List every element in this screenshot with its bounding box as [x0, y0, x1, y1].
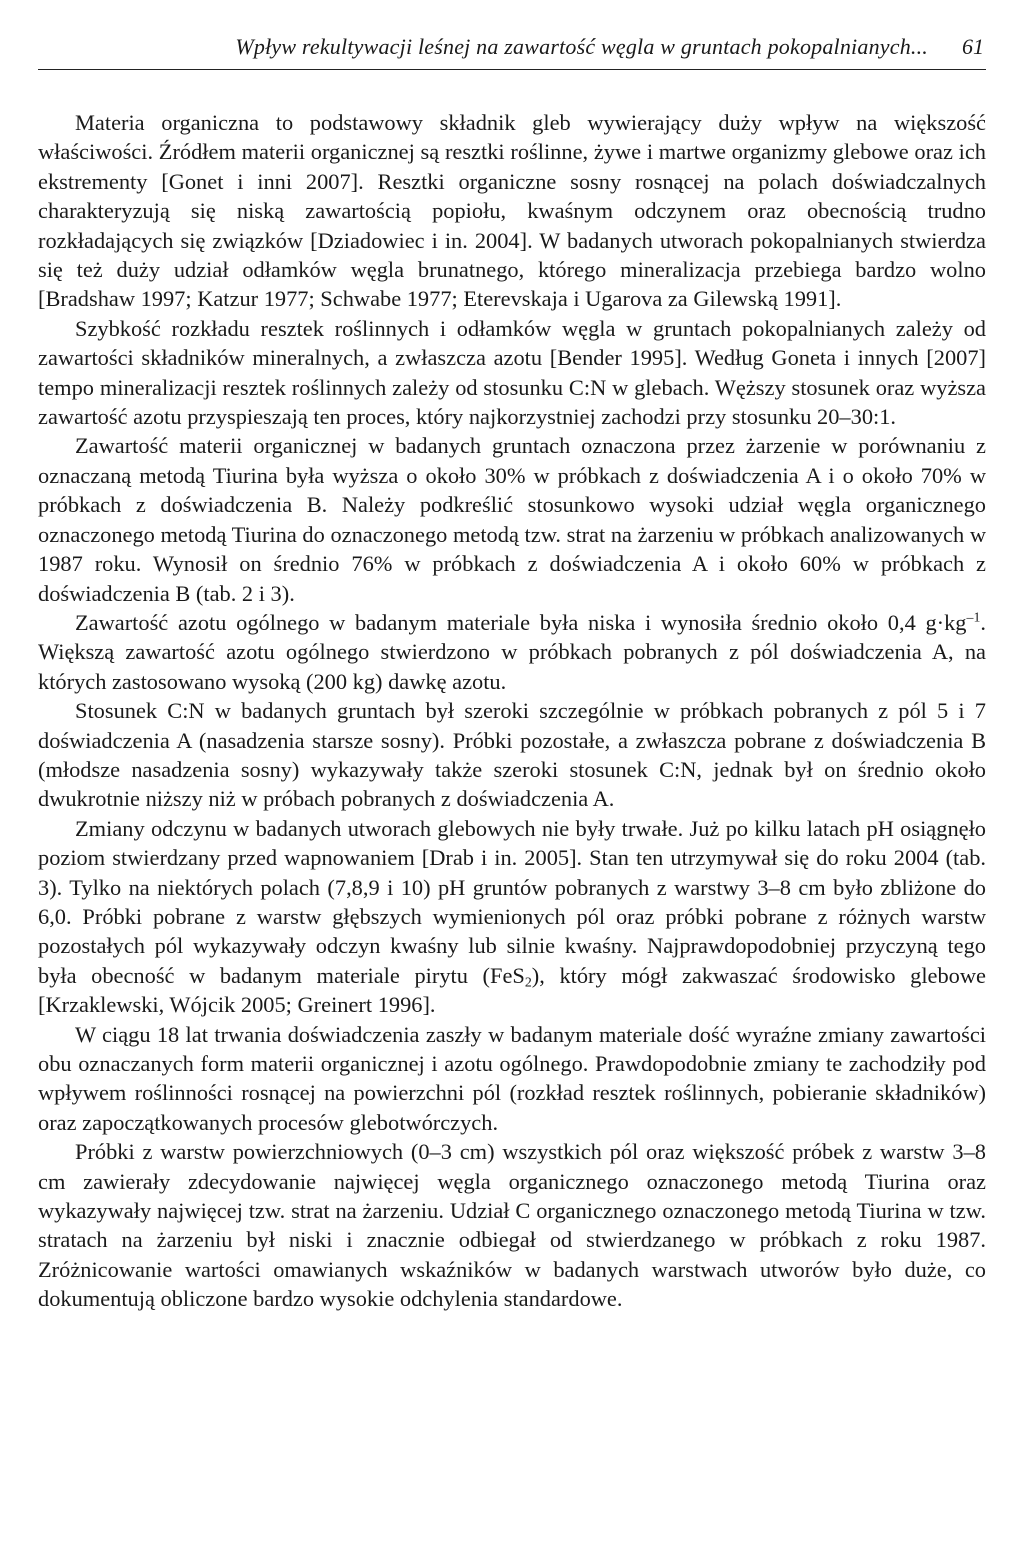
paragraph: Materia organiczna to podstawowy składnik gleb wywierający duży wpływ na większość właściwości. Źródłem materii organicznej są resztki roślinne, żywe i martwe organizmy glebowe oraz ich ekstrementy [Gonet i inni 2007]. Resztki organiczne sosny rosnącej na polach doświadczalnych charakteryzują się niską zawartością popiołu, kwaśnym odczynem oraz obecnością trudno rozkładających się związków [Dziadowiec i in. 2004]. W badanych utworach pokopalnianych stwierdza się też duży udział odłamków węgla brunatnego, którego mineralizacja przebiega bardzo wolno [Bradshaw 1997; Katzur 1977; Schwabe 1977; Eterevskaja i Ugarova za Gilewską 1991]. [38, 110, 986, 312]
paragraph: Szybkość rozkładu resztek roślinnych i odłamków węgla w gruntach pokopalnianych zależy od zawartości składników mineralnych, a zwłaszcza azotu [Bender 1995]. Według Goneta i innych [2007] tempo mineralizacji resztek roślinnych zależy od stosunku C:N w glebach. Węższy stosunek oraz wyższa zawartość azotu przyspieszają ten proces, który najkorzystniej zachodzi przy stosunku 20–30:1. [38, 315, 986, 430]
running-header [38, 30, 986, 70]
paragraph: Zawartość materii organicznej w badanych gruntach oznaczona przez żarzenie w porównaniu z oznaczaną metodą Tiurina była wyższa o około 30% w próbkach z doświadczenia A i o około 70% w próbkach z doświadczenia B. Należy podkreślić stosunkowo wysoki udział węgla organicznego oznaczonego metodą Tiurina do oznaczonego metodą tzw. strat na żarzeniu w próbkach analizowanych w 1987 roku. Wynosił on średnio 76% w próbkach z doświadczenia A i około 60% w próbkach z doświadczenia B (tab. 2 i 3). [38, 433, 986, 606]
page-number: 61 [962, 34, 984, 59]
paragraph-text: Zmiany odczynu w badanych utworach glebowych nie były trwałe. Już po kilku latach pH osiągnęło poziom stwierdzany przed wapnowaniem [Drab i in. 2005]. Stan ten utrzymywał się do roku 2004 (tab. 3). Tylko na niektórych polach (7,8,9 i 10) pH gruntów pobranych z warstwy 3–8 cm było zbliżone do 6,0. Próbki pobrane z warstw głębszych wymienionych pól oraz próbki pobrane z różnych warstw pozostałych pól wykazywały odczyn kwaśny lub silnie kwaśny. Najprawdopodobniej przyczyną tego była obecność w badanym materiale pirytu (FeS [38, 815, 986, 988]
document-page [38, 0, 986, 1553]
paragraph [38, 608, 986, 696]
body-text [38, 108, 986, 1314]
paragraph-text: . Większą zawartość azotu ogólnego stwierdzono w próbkach pobranych z pól doświadczenia A, na których zastosowano wysoką (200 kg) dawkę azotu. [38, 609, 986, 694]
paragraph-text: Zawartość azotu ogólnego w badanym materiale była niska i wynosiła średnio około 0,4 g·kg [75, 609, 967, 635]
paragraph: W ciągu 18 lat trwania doświadczenia zaszły w badanym materiale dość wyraźne zmiany zawartości obu oznaczanych form materii organicznej i azotu ogólnego. Prawdopodobnie zmiany te zachodziły pod wpływem roślinności rosnącej na powierzchni pól (rozkład resztek roślinnych, pobieranie składników) oraz zapoczątkowanych procesów glebotwórczych. [38, 1021, 986, 1135]
running-title: Wpływ rekultywacji leśnej na zawartość węgla w gruntach pokopalnianych... [235, 34, 928, 59]
subscript-index: 2 [524, 975, 532, 991]
paragraph: Próbki z warstw powierzchniowych (0–3 cm) wszystkich pól oraz większość próbek z warstw 3–8 cm zawierały zdecydowanie najwięcej węgla organicznego oznaczonego metodą Tiurina oraz wykazywały najwięcej tzw. strat na żarzeniu. Udział C organicznego oznaczonego metodą Tiurina w tzw. stratach na żarzeniu był niski i znacznie odbiegał od stwierdzanego w próbkach z roku 1987. Zróżnicowanie wartości omawianych wskaźników w badanych warstwach utworów było duże, co dokumentują obliczone bardzo wysokie odchylenia standardowe. [38, 1139, 986, 1312]
superscript-exponent: –1 [966, 610, 981, 626]
paragraph: Stosunek C:N w badanych gruntach był szeroki szczególnie w próbkach pobranych z pól 5 i 7 doświadczenia A (nasadzenia starsze sosny). Próbki pozostałe, a zwłaszcza pobrane z doświadczenia B (młodsze nasadzenia sosny) wykazywały także szeroki stosunek C:N, jednak był on średnio około dwukrotnie niższy niż w próbach pobranych z doświadczenia A. [38, 698, 986, 812]
paragraph [38, 814, 986, 1020]
paragraph-text: ), który mógł zakwaszać środowisko glebowe [Krzaklewski, Wójcik 2005; Greinert 1996]. [38, 962, 986, 1018]
